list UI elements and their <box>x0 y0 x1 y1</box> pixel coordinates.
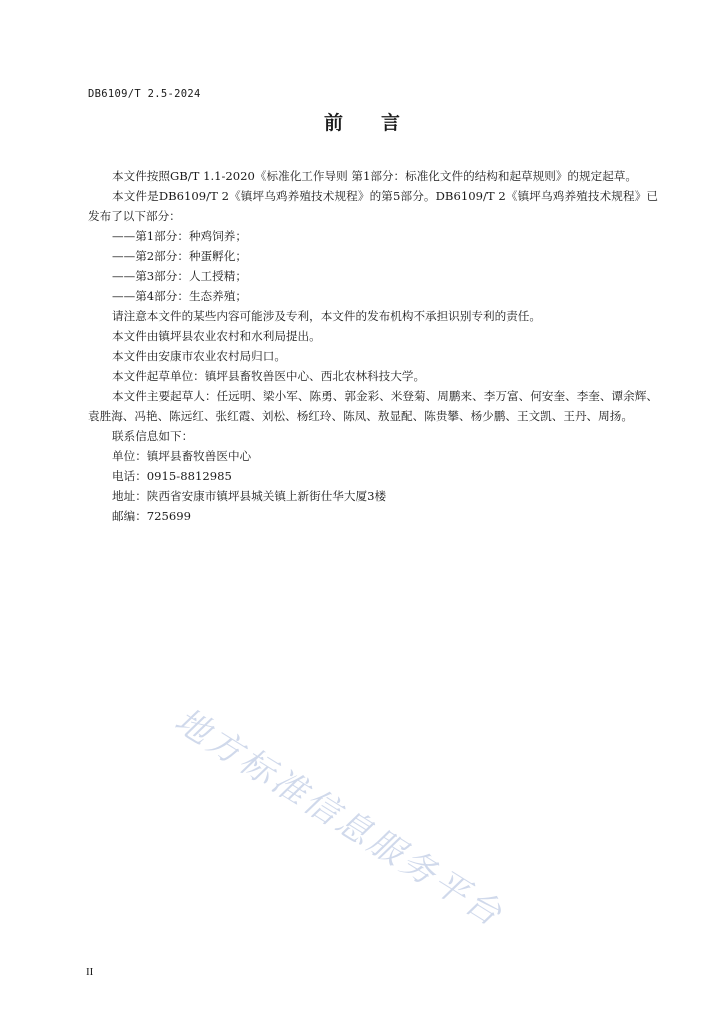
paragraph-proposer: 本文件由镇坪县农业农村和水利局提出。 <box>112 329 321 343</box>
paragraph-drafting-rules: 本文件按照GB/T 1.1-2020《标准化工作导则 第1部分：标准化文件的结构和起草规则》的规定起草。 <box>112 169 637 183</box>
paragraph-drafters: 本文件主要起草人：任远明、梁小军、陈勇、郭金彩、米登菊、周鹏来、李万富、何安奎、李奎、谭余辉、袁胜海、冯艳、陈远红、张红霞、刘松、杨红玲、陈凤、敖显配、陈贵攀、杨少鹏、王文凯、王丹、周扬。 <box>88 389 658 423</box>
watermark: 地方标准信息服务平台 <box>167 700 512 936</box>
paragraph-part-info: 本文件是DB6109/T 2《镇坪乌鸡养殖技术规程》的第5部分。DB6109/T 2《镇坪乌鸡养殖技术规程》已发布了以下部分： <box>88 189 658 223</box>
contact-unit: 单位：镇坪县畜牧兽医中心 <box>112 449 252 463</box>
page-title: 前 言 <box>323 112 400 134</box>
contact-postcode: 邮编：725699 <box>112 509 192 523</box>
paragraph-centralized-unit: 本文件由安康市农业农村局归口。 <box>112 349 286 363</box>
document-body <box>88 166 658 526</box>
parts-list <box>88 226 658 306</box>
contact-phone: 电话：0915-8812985 <box>112 469 232 483</box>
document-code: DB6109/T 2.5-2024 <box>88 88 201 100</box>
list-item: ——第1部分：种鸡饲养； <box>112 229 247 243</box>
paragraph-patent-notice: 请注意本文件的某些内容可能涉及专利，本文件的发布机构不承担识别专利的责任。 <box>112 309 541 323</box>
list-item: ——第3部分：人工授精； <box>112 269 247 283</box>
page-number: II <box>86 966 94 978</box>
contact-address: 地址：陕西省安康市镇坪县城关镇上新街仕华大厦3楼 <box>112 489 387 503</box>
list-item: ——第4部分：生态养殖； <box>112 289 247 303</box>
paragraph-drafting-units: 本文件起草单位：镇坪县畜牧兽医中心、西北农林科技大学。 <box>112 369 426 383</box>
list-item: ——第2部分：种蛋孵化； <box>112 249 247 263</box>
contact-heading: 联系信息如下： <box>112 429 194 443</box>
